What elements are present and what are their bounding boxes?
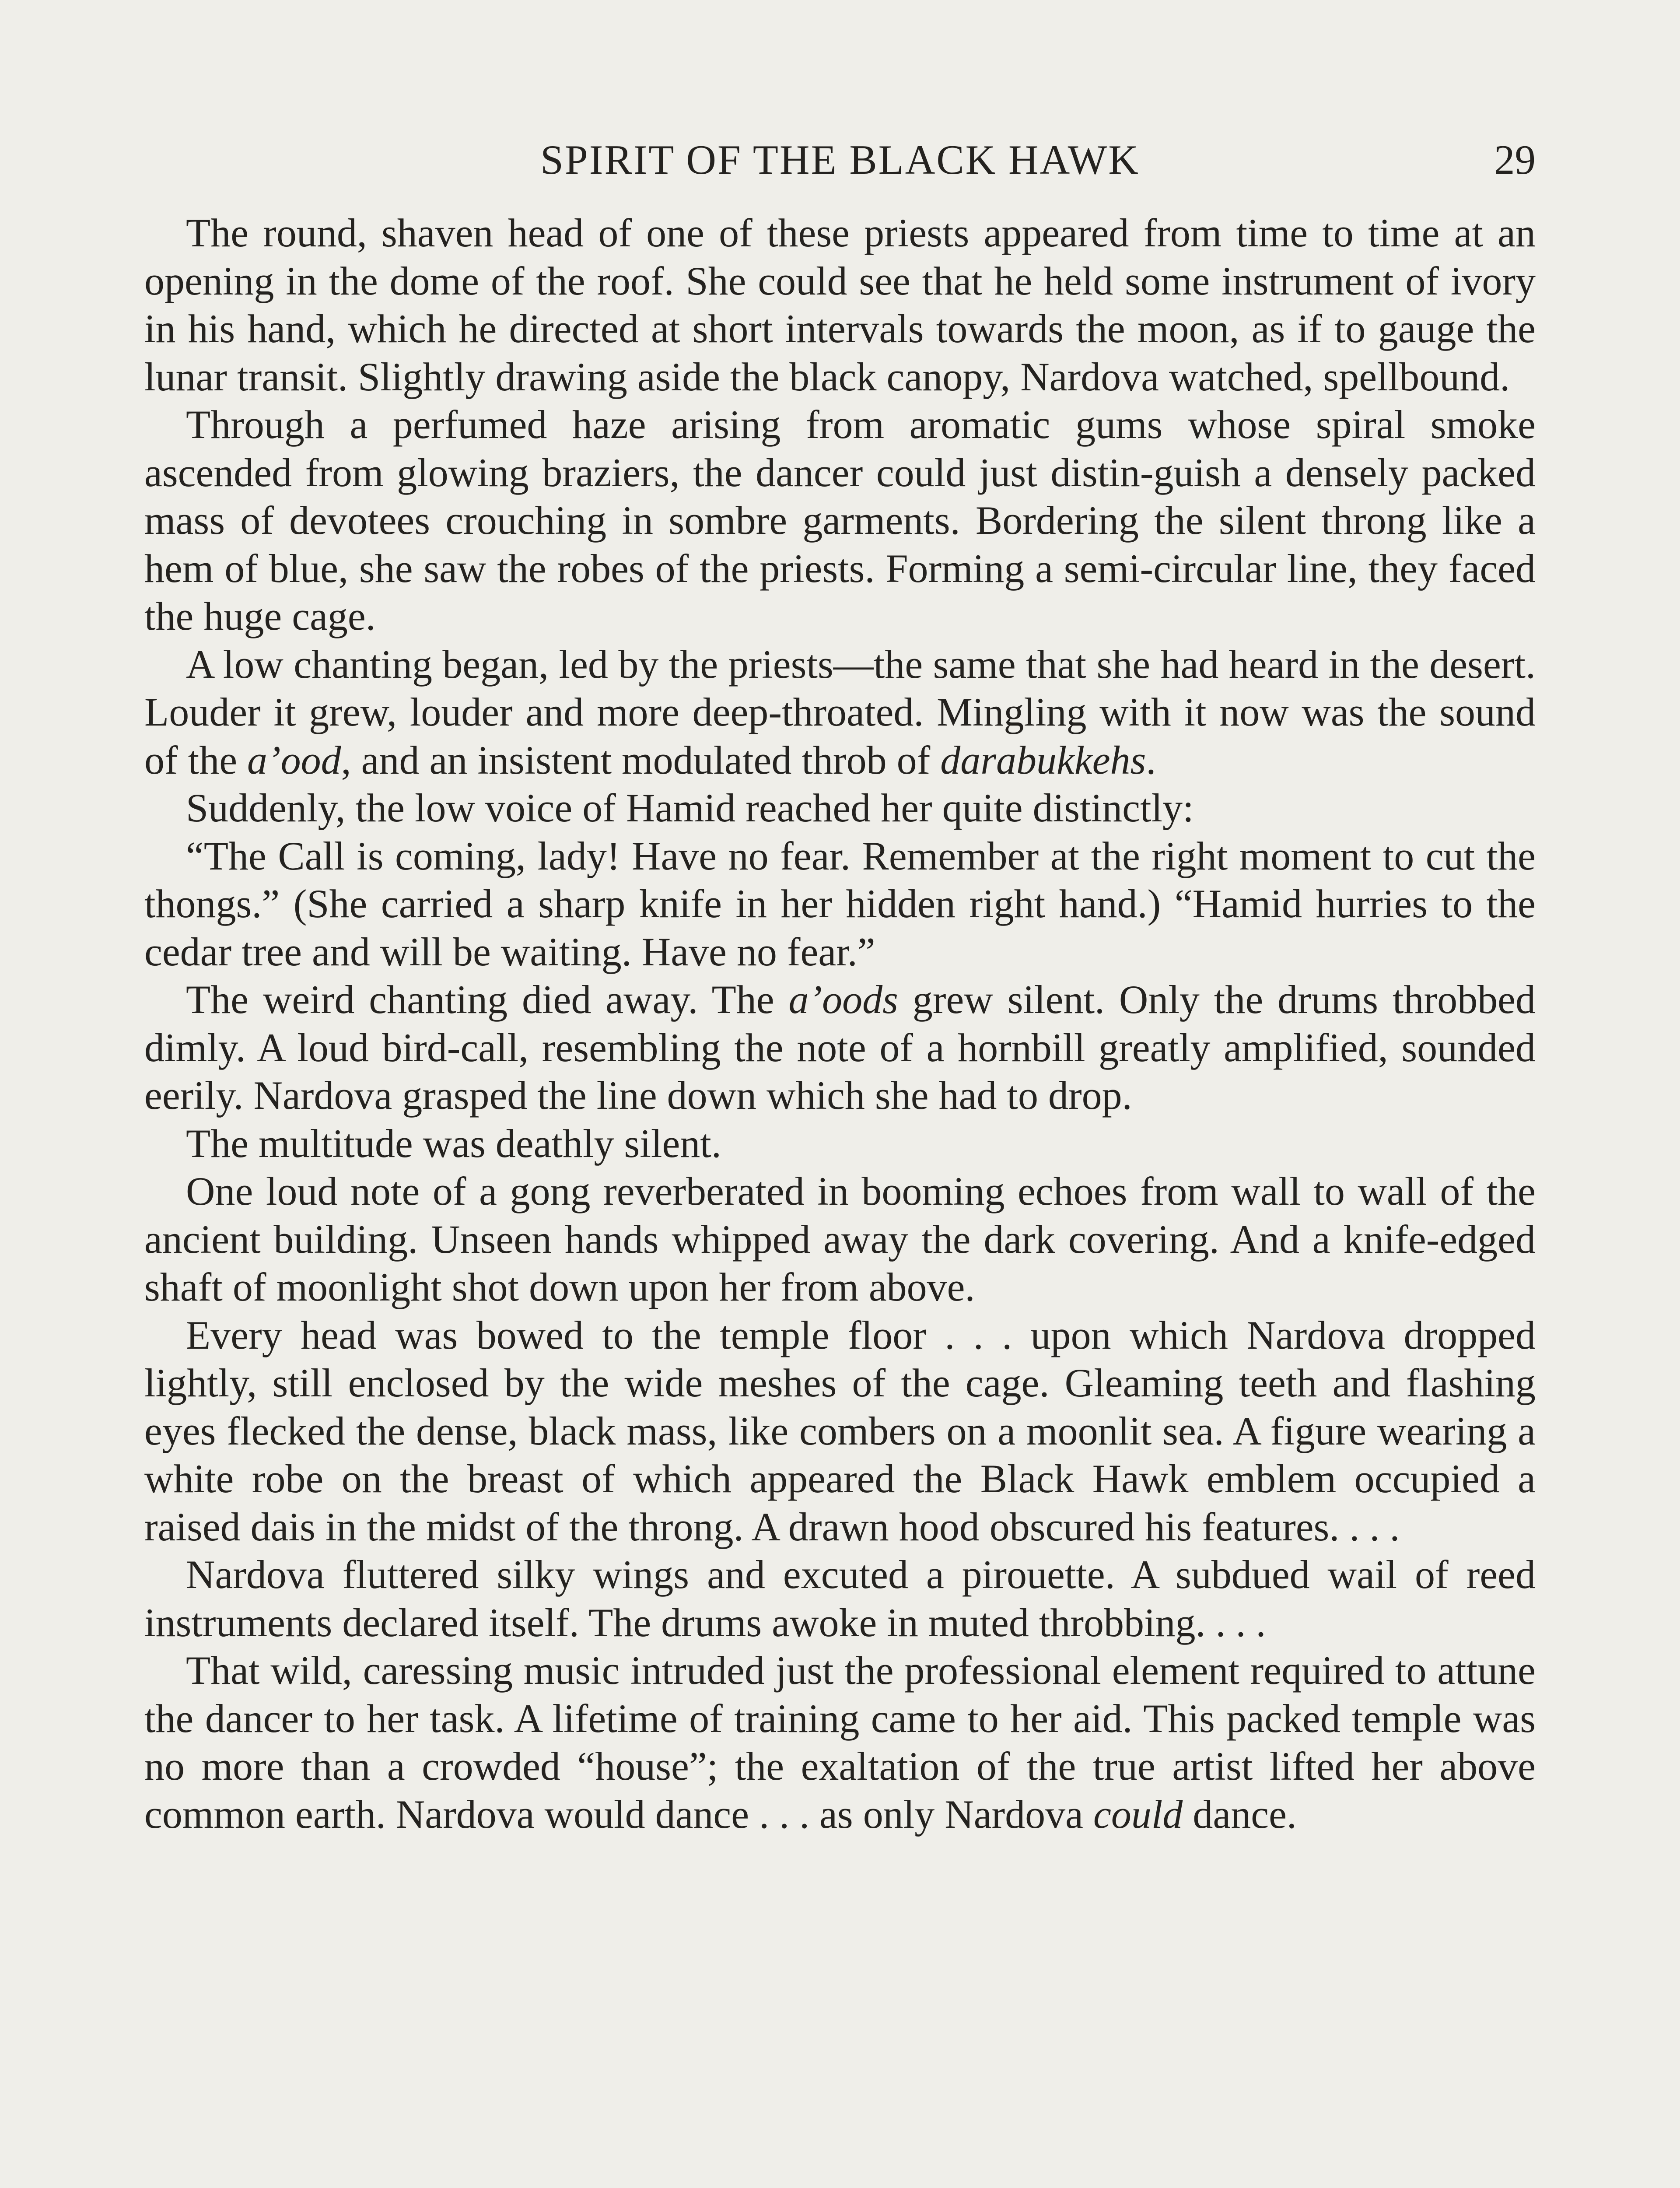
paragraph-8: One loud note of a gong reverberated in booming echoes from wall to wall of the ancient building. Unseen hands whipped away the dark covering. And a knife-edged shaft of moonlight shot down upon her from above. [144,1169,1536,1309]
paragraph-4: Suddenly, the low voice of Hamid reached her quite distinctly: [186,785,1194,830]
paragraph-10: Nardova fluttered silky wings and excuted a pirouette. A subdued wail of reed instruments declared itself. The drums awoke in muted throbbing. . . . [144,1552,1536,1645]
running-title: SPIRIT OF THE BLACK HAWK [540,137,1140,183]
paragraph-5: “The Call is coming, lady! Have no fear. Remember at the right moment to cut the thongs.” (She carried a sharp knife in her hidden right hand.) “Hamid hurries to the cedar tree and will be waiting. Have no fear.” [144,833,1536,974]
paragraph-11-italic-could: could [1093,1792,1183,1837]
paragraph-7: The multitude was deathly silent. [186,1121,721,1166]
paragraph-6-text-a: The weird chanting died away. The [186,977,789,1022]
paragraph-6-text-b: grew silent. Only the drums throbbed dimly. A loud bird-call, resembling the note of a hornbill greatly amplified, sounded eerily. Nardova grasped the line down which she had to drop. [144,977,1536,1118]
paragraph-11-text-b: dance. [1183,1792,1297,1837]
paragraph-3 [144,641,1536,785]
running-head [144,129,1536,190]
paragraph-3-italic-darabukkehs: darabukkehs [940,737,1146,782]
paragraph-3-text-c: . [1146,737,1156,782]
paragraph-6-italic-aoods: a’oods [788,977,898,1022]
paragraph-11-text-a: That wild, caressing music intruded just the professional element required to attune the dancer to her task. A lifetime of training came to her aid. This packed temple was no more than a crowded “house”; the exaltation of the true artist lifted her above common earth. Nardova would dance . . . as only Nardova [144,1648,1536,1837]
paragraph-6 [144,976,1536,1120]
paragraph-1: The round, shaven head of one of these priests appeared from time to time at an opening in the dome of the roof. She could see that he held some instrument of ivory in his hand, which he directed at short intervals towards the moon, as if to gauge the lunar transit. Slightly drawing aside the black canopy, Nardova watched, spellbound. [144,210,1536,399]
paragraph-2: Through a perfumed haze arising from aromatic gums whose spiral smoke ascended from glowing braziers, the dancer could just distin-guish a densely packed mass of devotees crouching in sombre garments. Bordering the silent throng like a hem of blue, she saw the robes of the priests. Forming a semi-circular line, they faced the huge cage. [144,402,1536,638]
page-number: 29 [1494,137,1536,183]
body-text [144,209,1536,1838]
paragraph-3-text-a: A low chanting began, led by the priests—the same that she had heard in the desert. Louder it grew, louder and more deep-throated. Mingling with it now was the sound of the [144,642,1536,782]
paragraph-3-text-b: , and an insistent modulated throb of [341,737,941,782]
paragraph-11 [144,1647,1536,1838]
paragraph-3-italic-aood: a’ood [247,737,341,782]
paragraph-9: Every head was bowed to the temple floor . . . upon which Nardova dropped lightly, still enclosed by the wide meshes of the cage. Gleaming teeth and flashing eyes flecked the dense, black mass, like combers on a moonlit sea. A figure wearing a white robe on the breast of which appeared the Black Hawk emblem occupied a raised dais in the midst of the throng. A drawn hood obscured his features. . . . [144,1312,1536,1549]
